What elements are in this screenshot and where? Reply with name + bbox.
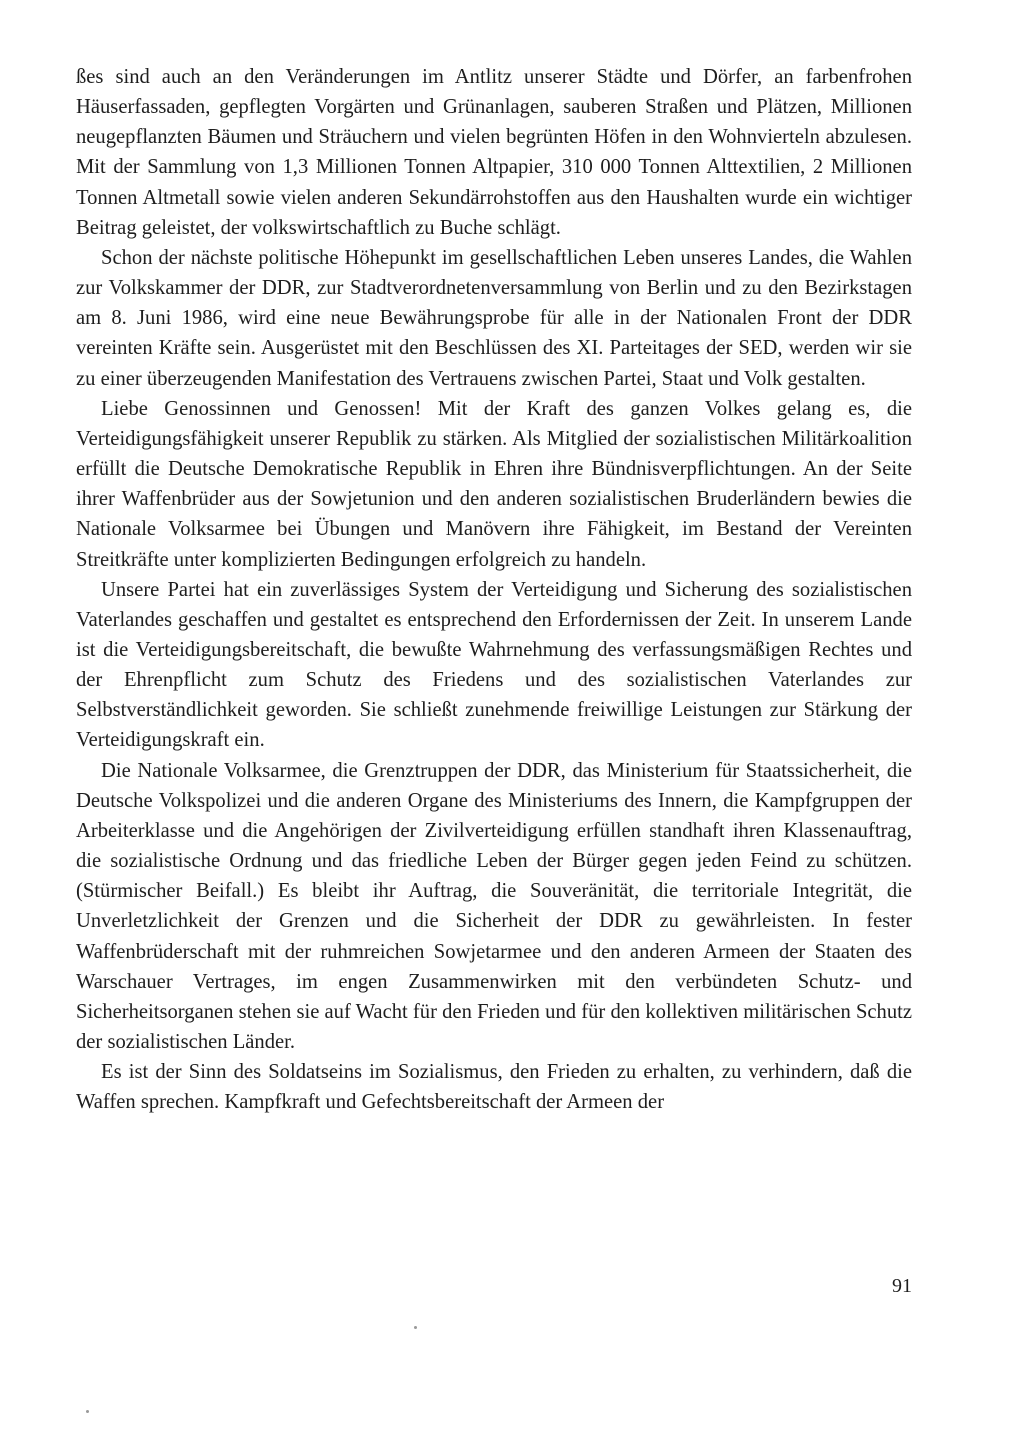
scan-speck [414, 1326, 417, 1329]
paragraph-4: Unsere Partei hat ein zuverlässiges System der Verteidigung und Sicherung des sozialistischen Vaterlandes geschaffen und gestaltet es entsprechend den Erfordernissen der Zeit. In unserem Lande ist die Verteidigungsbereitschaft, die bewußte Wahrnehmung des verfassungsmäßigen Rechtes und der Ehrenpflicht zum Schutz des Friedens und des sozialistischen Vaterlandes zur Selbstverständlichkeit geworden. Sie schließt zunehmende freiwillige Leistungen zur Stärkung der Verteidigungskraft ein. [76, 578, 912, 752]
paragraph-6: Es ist der Sinn des Soldatseins im Sozialismus, den Frieden zu erhalten, zu verhindern, daß die Waffen sprechen. Kampfkraft und Gefechtsbereitschaft der Armeen der [76, 1061, 912, 1114]
body-text [76, 62, 912, 1117]
paragraph-1: ßes sind auch an den Veränderungen im Antlitz unserer Städte und Dörfer, an farbenfrohen Häuserfassaden, gepflegten Vorgärten und Grünanlagen, sauberen Straßen und Plätzen, Millionen neugepflanzten Bäumen und Sträuchern und vielen begrünten Höfen in den Wohnvierteln abzulesen. Mit der Sammlung von 1,3 Millionen Tonnen Altpapier, 310 000 Tonnen Alttextilien, 2 Millionen Tonnen Altmetall sowie vielen anderen Sekundärrohstoffen aus den Haushalten wurde ein wichtiger Beitrag geleistet, der volkswirtschaftlich zu Buche schlägt. [76, 66, 912, 239]
scan-speck [86, 1410, 89, 1413]
page-number: 91 [892, 1275, 912, 1297]
paragraph-3: Liebe Genossinnen und Genossen! Mit der Kraft des ganzen Volkes gelang es, die Verteidigungsfähigkeit unserer Republik zu stärken. Als Mitglied der sozialistischen Militärkoalition erfüllt die Deutsche Demokratische Republik in Ehren ihre Bündnisverpflichtungen. An der Seite ihrer Waffenbrüder aus der Sowjetunion und den anderen sozialistischen Bruderländern bewies die Nationale Volksarmee bei Übungen und Manövern ihre Fähigkeit, im Bestand der Vereinten Streitkräfte unter komplizierten Bedingungen erfolgreich zu handeln. [76, 397, 912, 571]
paragraph-5: Die Nationale Volksarmee, die Grenztruppen der DDR, das Ministerium für Staatssicherheit, die Deutsche Volkspolizei und die anderen Organe des Ministeriums des Innern, die Kampfgruppen der Arbeiterklasse und die Angehörigen der Zivilverteidigung erfüllen standhaft ihren Klassenauftrag, die sozialistische Ordnung und das friedliche Leben der Bürger gegen jeden Feind zu schützen. (Stürmischer Beifall.) Es bleibt ihr Auftrag, die Souveränität, die territoriale Integrität, die Unverletzlichkeit der Grenzen und die Sicherheit der DDR zu gewährleisten. In fester Waffenbrüderschaft mit der ruhmreichen Sowjetarmee und den anderen Armeen der Staaten des Warschauer Vertrages, im engen Zusammenwirken mit den verbündeten Schutz- und Sicherheitsorganen stehen sie auf Wacht für den Frieden und für den kollektiven militärischen Schutz der sozialistischen Länder. [76, 759, 912, 1053]
paragraph-2: Schon der nächste politische Höhepunkt im gesellschaftlichen Leben unseres Landes, die Wahlen zur Volkskammer der DDR, zur Stadtverordnetenversammlung von Berlin und zu den Bezirkstagen am 8. Juni 1986, wird eine neue Bewährungsprobe für alle in der Nationalen Front der DDR vereinten Kräfte sein. Ausgerüstet mit den Beschlüssen des XI. Parteitages der SED, werden wir sie zu einer überzeugenden Manifestation des Vertrauens zwischen Partei, Staat und Volk gestalten. [76, 246, 912, 390]
